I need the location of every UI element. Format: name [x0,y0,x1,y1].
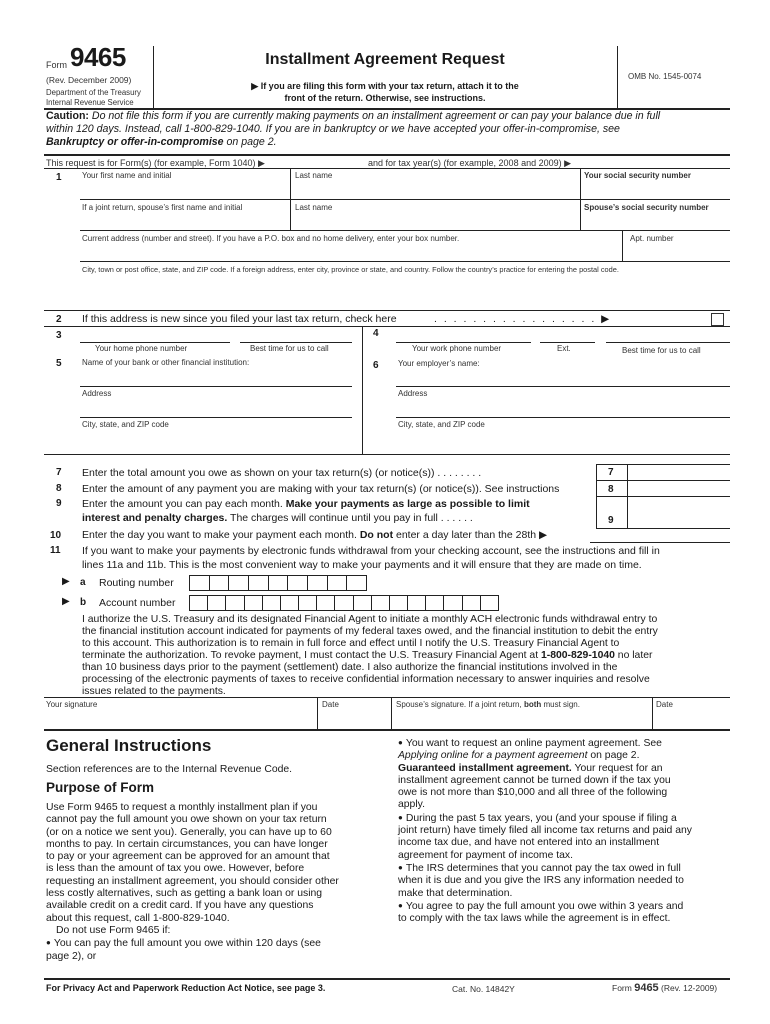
bank-address-label: Address [82,389,112,398]
bank-city-label: City, state, and ZIP code [82,420,169,429]
form-number: 9465 [70,42,126,72]
caution-block [46,110,732,149]
home-phone-label: Your home phone number [95,344,188,353]
spouse-first-name-field[interactable] [80,212,290,230]
date-2-label: Date [656,700,673,709]
line-11-text-2: lines 11a and 11b. This is the most convenient way to make your payments and it will ensure that they are made on time. [82,559,642,571]
date-2-field[interactable] [655,710,727,728]
eft-authorization: I authorize the U.S. Treasury and its designated Financial Agent to initiate a monthly ACH electronic funds withdrawal entry to the financial institution account indicated for payments of my federal taxes owed, and the financial institution to debit the entry to this account. This authorization is to remain in full force and effect until I notify the U.S. Treasury Financial Agent to terminate the authorization. To revoke payment, I must contact the U.S. Treasury Financial Agent at 1-800-829-1040 no later than 10 business days prior to the payment (settlement) date. I also authorize the financial institutions involved in the processing of the electronic payments of taxes to receive confidential information necessary to answer inquiries and resolve issues related to the payments. [82,614,658,697]
omb-number: OMB No. 1545-0074 [628,72,702,81]
caution-label: Caution: [46,110,89,122]
purpose-heading: Purpose of Form [46,780,155,795]
caution-text-3: on page 2. [223,136,277,148]
employer-address-field[interactable] [396,398,726,416]
spouse-ssn-label: Spouse’s social security number [584,203,709,212]
address-label: Current address (number and street). If you have a P.O. box and no home delivery, enter your box number. [82,234,460,243]
line-8-box-label: 8 [608,484,614,495]
spouse-first-name-label: If a joint return, spouse’s first name and initial [82,203,243,212]
line-7-text: Enter the total amount you owe as shown on your tax return(s) (or notice(s)) . . . . . . . . [82,467,482,479]
line-11-text-1: If you want to make your payments by electronic funds withdrawal from your checking account, see the instructions and fill in [82,545,660,557]
spouse-signature-label: Spouse’s signature. If a joint return, both must sign. [396,700,580,709]
line-8-text: Enter the amount of any payment you are making with your tax return(s) (or notice(s)). See instructions [82,483,560,495]
spouse-ssn-field[interactable] [582,212,727,230]
attach-instruction-2: front of the return. Otherwise, see instructions. [284,93,486,103]
request-years-label: and for tax year(s) (for example, 2008 and 2009) ▶ [368,158,572,168]
new-address-checkbox[interactable] [711,313,724,326]
line-5-number: 5 [56,358,62,369]
privacy-notice: For Privacy Act and Paperwork Reduction Act Notice, see page 3. [46,983,326,993]
line-9-text: Enter the amount you can pay each month. Make your payments as large as possible to limit [82,498,530,510]
account-number-field[interactable] [189,595,499,611]
line-10-text: Enter the day you want to make your payment each month. Do not enter a day later than the 28th ▶ [82,529,548,541]
bank-name-field[interactable] [80,368,352,386]
apt-label: Apt. number [630,234,674,243]
arrow-b-icon: ▶ [62,596,70,607]
line-7-number: 7 [56,467,62,478]
employer-name-field[interactable] [396,368,726,386]
payment-day-field[interactable] [590,528,650,542]
payment-with-return-field[interactable] [628,481,730,496]
line-11a-letter: a [80,577,86,588]
date-1-field[interactable] [320,710,388,728]
first-name-field[interactable] [80,180,290,198]
employer-city-label: City, state, and ZIP code [398,420,485,429]
request-forms-label: This request is for Form(s) (for example, Form 1040) ▶ [46,158,265,168]
employer-address-label: Address [398,389,428,398]
arrow-a-icon: ▶ [62,576,70,587]
footer-form-id: Form 9465 (Rev. 12-2009) [612,982,718,994]
employer-name-label: Your employer’s name: [398,359,480,368]
last-name-label: Last name [295,171,333,180]
ext-field[interactable] [540,330,595,342]
form-revision: (Rev. December 2009) [46,75,132,85]
line-8-number: 8 [56,483,62,494]
line-11b-letter: b [80,597,87,608]
your-signature-field[interactable] [46,710,314,728]
agency: Internal Revenue Service [46,98,134,107]
address-field[interactable] [80,244,620,260]
apt-field[interactable] [624,244,727,260]
routing-number-label: Routing number [99,577,174,589]
spouse-signature-field[interactable] [394,710,650,728]
line-3-number: 3 [56,330,62,341]
account-number-label: Account number [99,597,176,609]
employer-city-field[interactable] [396,430,726,448]
line-2-number: 2 [56,314,62,325]
line-2-text: If this address is new since you filed your last tax return, check here [82,313,397,325]
work-phone-field[interactable] [396,330,531,342]
line-9-box-label: 9 [608,515,614,526]
department: Department of the Treasury [46,88,141,97]
line-9-text-2: interest and penalty charges. The charges will continue until you pay in full . . . . . . [82,512,473,524]
line-7-box-label: 7 [608,467,614,478]
purpose-text: Use Form 9465 to request a monthly installment plan if you cannot pay the full amount you owe shown on your tax return (or on a notice we sent you). Generally, you can have up to 60 months to pay. In certain circumstances, you can have longer to pay or your agreement can be approved for an amount that is less than the amount of tax you owe. However, before requesting an installment agreement, you should consider other less costly alternatives, such as getting a bank loan or using available credit on a credit card. If you have any questions about this request, call 1-800-829-1040. Do not use Form 9465 if: ● You can pay the full amount you owe within 120 days (see page 2), or [46,802,376,963]
bank-city-field[interactable] [80,430,352,448]
line-2-leader: . . . . . . . . . . . . . . . . . ▶ [434,313,612,325]
general-instructions-heading: General Instructions [46,736,212,755]
spouse-last-name-field[interactable] [293,212,580,230]
bank-name-label: Name of your bank or other financial institution: [82,358,250,367]
caution-bankruptcy: Bankruptcy or offer-in-compromise [46,136,224,148]
city-field[interactable] [80,278,727,308]
line-10-number: 10 [50,530,62,541]
last-name-field[interactable] [293,180,580,198]
catalog-number: Cat. No. 14842Y [452,984,515,994]
work-best-time-field[interactable] [606,330,730,342]
monthly-payment-field[interactable] [628,497,730,528]
line-6-number: 6 [373,360,379,371]
caution-text-1: Do not file this form if you are currently making payments on an installment agreement or can pay your balance due in full [88,110,661,122]
line-1-number: 1 [56,172,62,183]
ssn-label: Your social security number [584,171,691,180]
ssn-field[interactable] [582,180,727,198]
ext-label: Ext. [557,344,571,353]
form-word: Form [46,60,67,70]
line-4-number: 4 [373,328,379,339]
spouse-last-name-label: Last name [295,203,333,212]
section-references: Section references are to the Internal Revenue Code. [46,764,293,775]
home-best-time-field[interactable] [240,330,352,342]
date-1-label: Date [322,700,339,709]
routing-number-field[interactable] [189,575,367,591]
home-best-time-label: Best time for us to call [250,344,329,353]
bank-address-field[interactable] [80,398,352,416]
work-phone-label: Your work phone number [412,344,502,353]
work-best-time-label: Best time for us to call [622,346,701,355]
right-column-text: ● You want to request an online payment agreement. See Applying online for a payment agreement on page 2. Guaranteed installment agreement. Your request for an installment agreement cannot be turned down if the tax you owe is not more than $10,000 and all three of the following apply. ● During the past 5 tax years, you (and your spouse if filing a joint return) have timely filed all income tax returns and paid any income tax due, and have not entered into an installment agreement for payment of income tax. ● The IRS determines that you cannot pay the tax owed in full when it is due and you give the IRS any information needed to make that determination. ● You agree to pay the full amount you owe within 3 years and to comply with the tax laws while the agreement is in effect. [398,737,733,925]
caution-text-2: within 120 days. Instead, call 1-800-829-1040. If you are in bankruptcy or we have accepted your offer-in-compromise, see [46,123,620,135]
home-phone-field[interactable] [80,330,230,342]
first-name-label: Your first name and initial [82,171,172,180]
total-owed-field[interactable] [628,465,730,480]
city-label: City, town or post office, state, and ZIP code. If a foreign address, enter city, province or state, and country. Follow the country’s practice for entering the postal code. [82,265,619,274]
line-9-number: 9 [56,498,62,509]
attach-instruction-1: ▶ If you are filing this form with your tax return, attach it to the [251,81,519,91]
line-11-number: 11 [50,545,61,556]
form-title: Installment Agreement Request [265,51,505,68]
your-signature-label: Your signature [46,700,98,709]
